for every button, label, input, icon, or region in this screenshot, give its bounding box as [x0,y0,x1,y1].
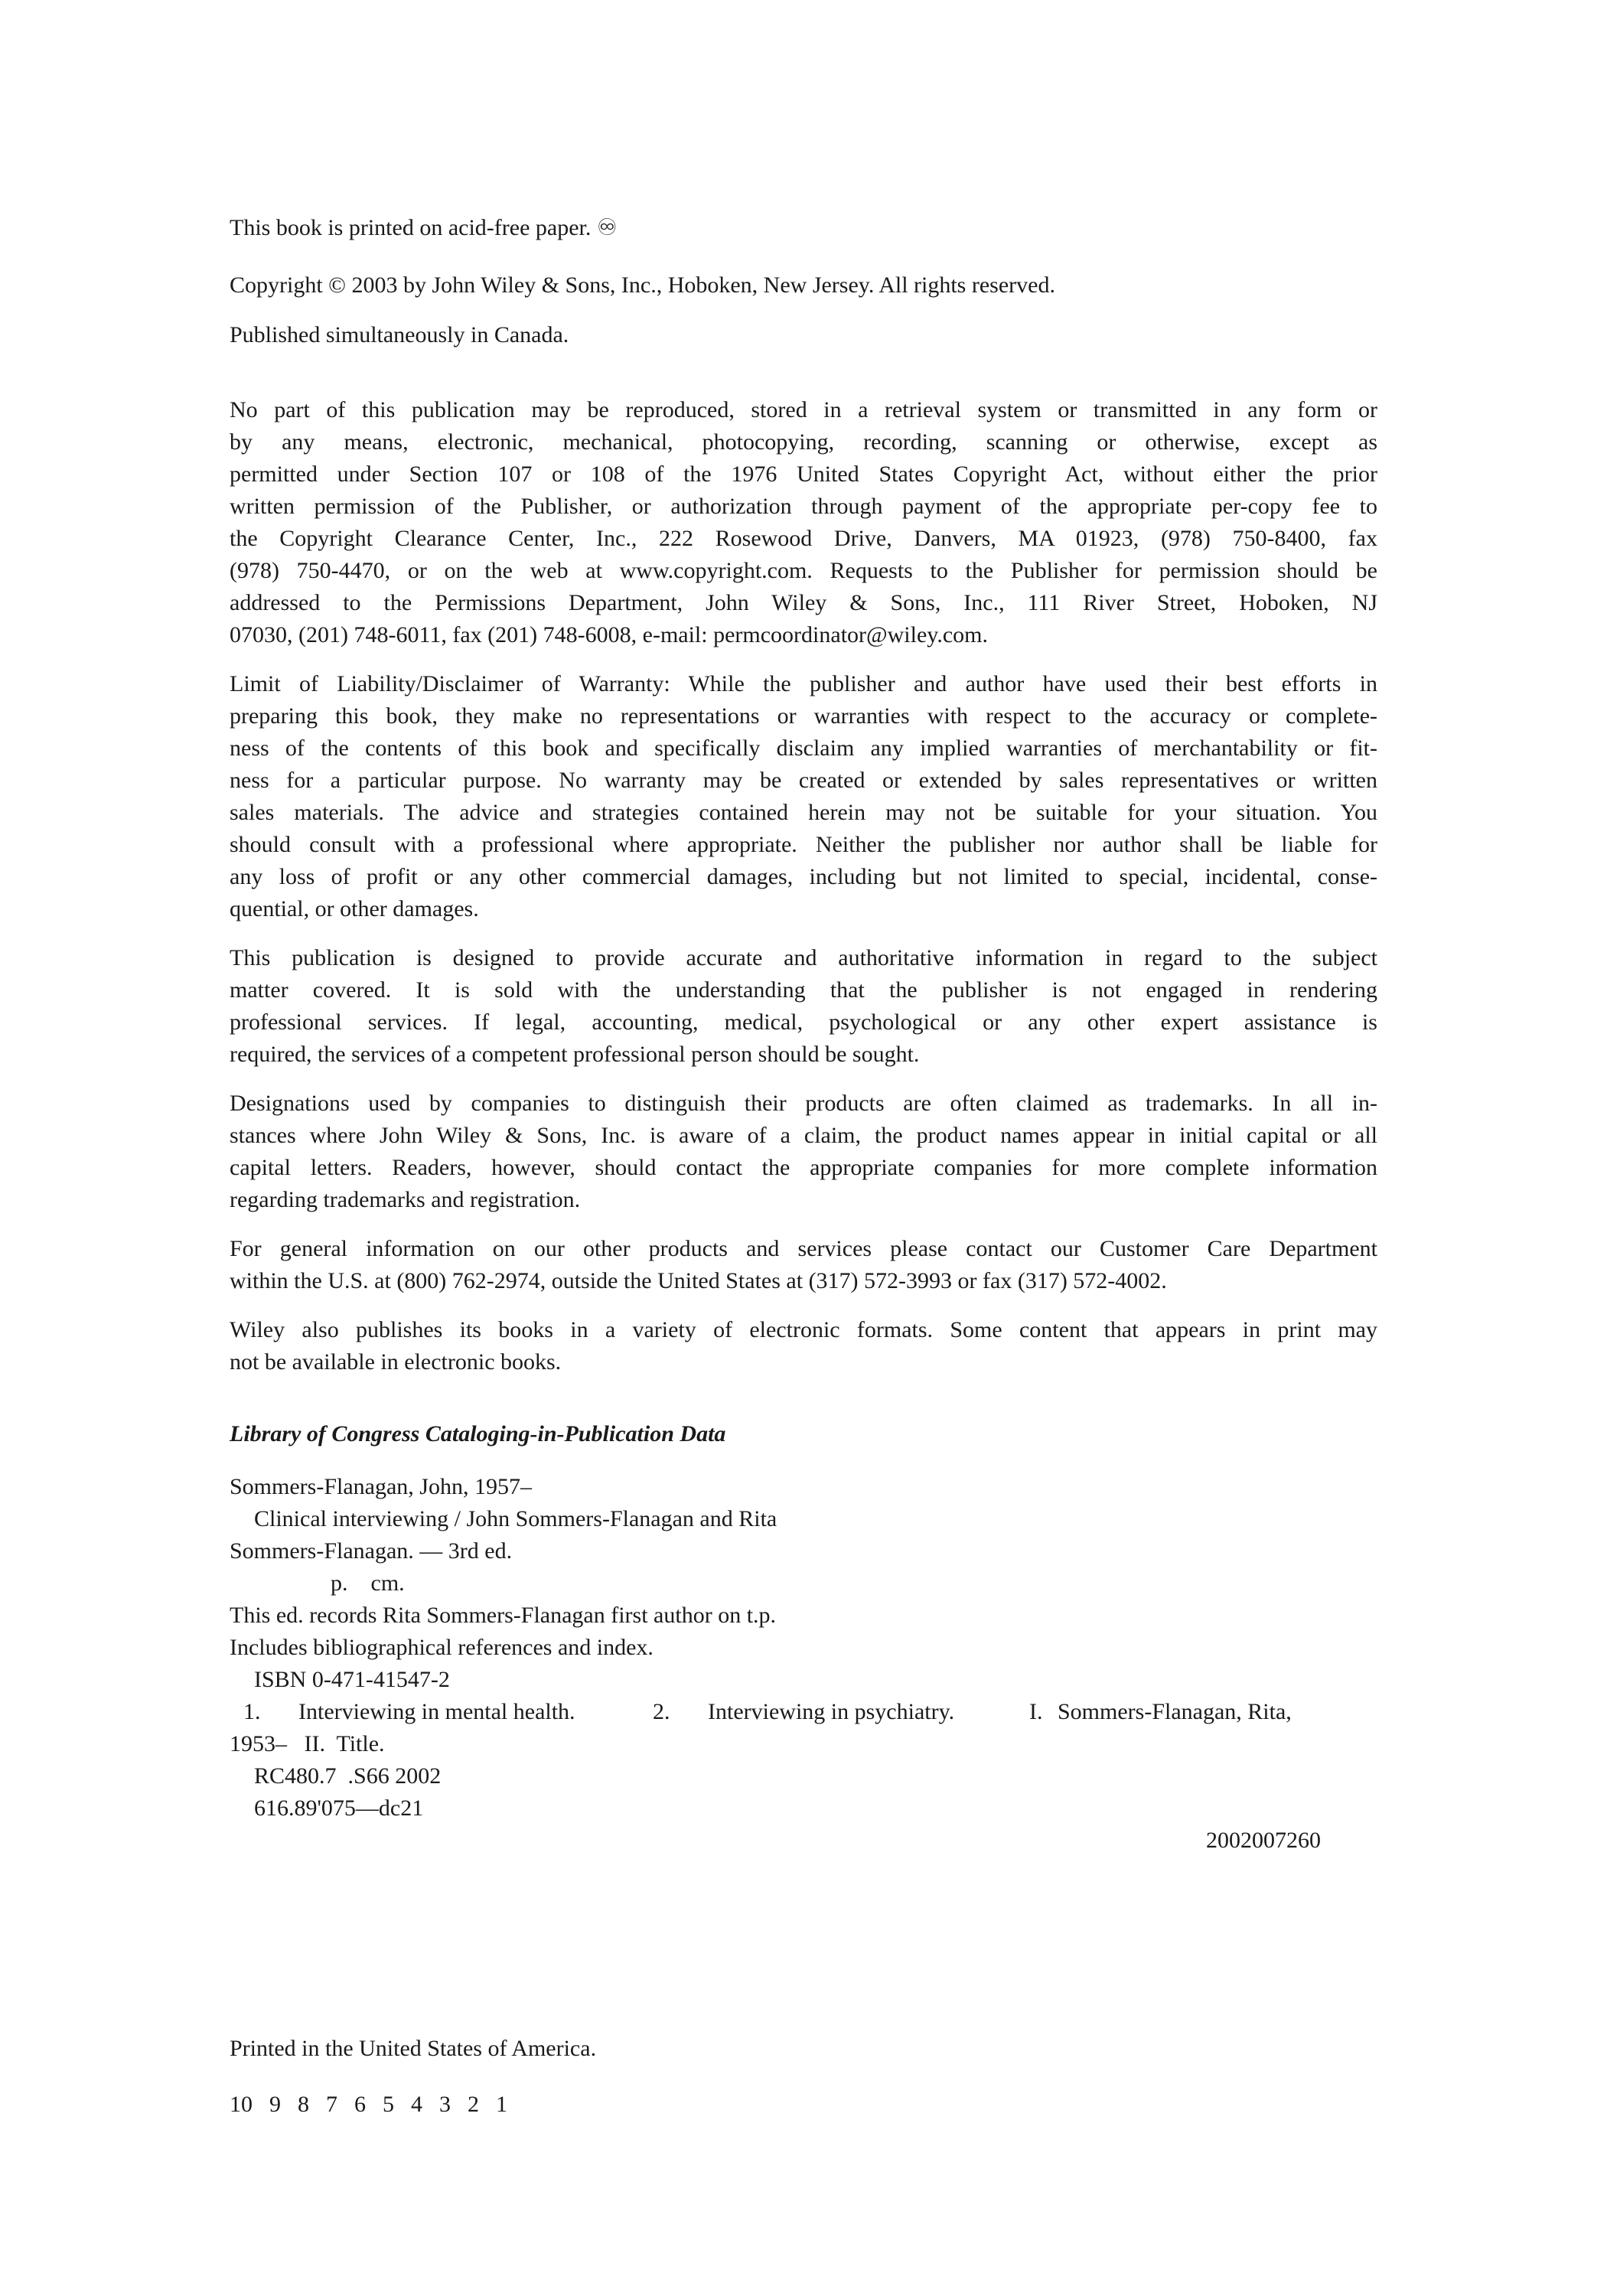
cip-subject-num: 1. [243,1699,261,1724]
cip-pages: p. cm. [331,1570,405,1596]
text-line: No part of this publication may be reproduced, stored in a retrieval system or transmitted in any form or [230,397,1377,422]
text-line: should consult with a professional where appropriate. Neither the publisher nor author shall be liable for [230,832,1377,857]
text-line: Limit of Liability/Disclaimer of Warranty: While the publisher and author have used their best efforts in [230,671,1377,696]
printer-key-digit: 6 [354,2092,366,2117]
canada-notice: Published simultaneously in Canada. [230,322,569,347]
permissions-paragraph [230,394,1377,651]
printer-key-digit: 1 [496,2092,507,2117]
liability-paragraph [230,668,1377,925]
text-line: (978) 750-4470, or on the web at www.copyright.com. Requests to the Publisher for permission should be [230,558,1377,583]
text-line: preparing this book, they make no representations or warranties with respect to the accuracy or complete- [230,703,1377,729]
text-line: by any means, electronic, mechanical, photocopying, recording, scanning or otherwise, except as [230,429,1377,455]
printer-key-digit: 7 [326,2092,337,2117]
text-line: 07030, (201) 748-6011, fax (201) 748-6008, e-mail: permcoordinator@wiley.com. [230,622,988,647]
text-line: addressed to the Permissions Department, John Wiley & Sons, Inc., 111 River Street, Hoboken, NJ [230,590,1377,615]
cip-dewey: 616.89'075—dc21 [254,1795,424,1821]
printer-key-digit: 8 [298,2092,309,2117]
printed-in-notice: Printed in the United States of America. [230,2036,597,2061]
cip-subject-continued: 1953– II. Title. [230,1731,385,1756]
cip-subject: Interviewing in mental health. [298,1699,575,1724]
acid-free-notice: This book is printed on acid-free paper. ♾ [230,215,618,240]
contact-paragraph [230,1233,1377,1297]
accuracy-paragraph [230,942,1377,1071]
text-line: ness of the contents of this book and specifically disclaim any implied warranties of merchantability or fit- [230,735,1377,761]
text-line: ness for a particular purpose. No warranty may be created or extended by sales representatives or written [230,768,1377,793]
text-line: permitted under Section 107 or 108 of the 1976 United States Copyright Act, without either the prior [230,461,1377,487]
text-line: For general information on our other products and services please contact our Customer Care Department [230,1236,1377,1261]
cip-lc-class: RC480.7 .S66 2002 [254,1763,442,1789]
text-line: sales materials. The advice and strategies contained herein may not be suitable for your situation. You [230,800,1377,825]
cip-subject-num: 2. [653,1699,670,1724]
copyright-notice: Copyright © 2003 by John Wiley & Sons, Inc., Hoboken, New Jersey. All rights reserved. [230,272,1055,298]
text-line: written permission of the Publisher, or authorization through payment of the appropriate per-copy fee to [230,494,1377,519]
cip-heading: Library of Congress Cataloging-in-Publication Data [230,1421,726,1446]
trademarks-paragraph [230,1088,1377,1216]
text-line: regarding trademarks and registration. [230,1187,581,1212]
text-line: This publication is designed to provide accurate and authoritative information in regard to the subject [230,945,1377,970]
printer-key-digit: 4 [411,2092,422,2117]
text-line: Wiley also publishes its books in a variety of electronic formats. Some content that appears in print may [230,1317,1377,1342]
text-line: required, the services of a competent professional person should be sought. [230,1042,920,1067]
printer-key-digit: 2 [468,2092,479,2117]
cip-subject: Interviewing in psychiatry. [708,1699,955,1724]
electronic-paragraph [230,1314,1377,1378]
text-line: within the U.S. at (800) 762-2974, outside the United States at (317) 572-3993 or fax (317) 572-4002. [230,1268,1167,1293]
cip-lccn: 2002007260 [1206,1828,1321,1853]
cip-author: Sommers-Flanagan, John, 1957– [230,1474,532,1499]
text-line: quential, or other damages. [230,896,479,921]
text-line: not be available in electronic books. [230,1349,562,1375]
cip-title-line: Sommers-Flanagan. — 3rd ed. [230,1538,513,1564]
cip-subject: Sommers-Flanagan, Rita, [1058,1699,1292,1724]
cip-note: This ed. records Rita Sommers-Flanagan first author on t.p. [230,1603,777,1628]
cip-note: Includes bibliographical references and index. [230,1635,654,1660]
text-line: capital letters. Readers, however, should contact the appropriate companies for more complete information [230,1155,1377,1180]
text-line: the Copyright Clearance Center, Inc., 222 Rosewood Drive, Danvers, MA 01923, (978) 750-8400, fax [230,526,1377,551]
cip-title-line: Clinical interviewing / John Sommers-Flanagan and Rita [254,1506,777,1531]
text-line: matter covered. It is sold with the understanding that the publisher is not engaged in rendering [230,977,1377,1003]
text-line: any loss of profit or any other commercial damages, including but not limited to special, incidental, conse- [230,864,1377,889]
printer-key [230,2093,524,2116]
printer-key-digit: 3 [439,2092,451,2117]
printer-key-digit: 9 [269,2092,281,2117]
cip-isbn: ISBN 0-471-41547-2 [254,1667,450,1692]
text-line: stances where John Wiley & Sons, Inc. is aware of a claim, the product names appear in initial capital or all [230,1123,1377,1148]
printer-key-digit: 10 [230,2092,253,2117]
cip-subject-num: I. [1029,1699,1043,1724]
text-line: professional services. If legal, accounting, medical, psychological or any other expert assistance is [230,1009,1377,1035]
text-line: Designations used by companies to distinguish their products are often claimed as trademarks. In all in- [230,1091,1377,1116]
printer-key-digit: 5 [383,2092,394,2117]
